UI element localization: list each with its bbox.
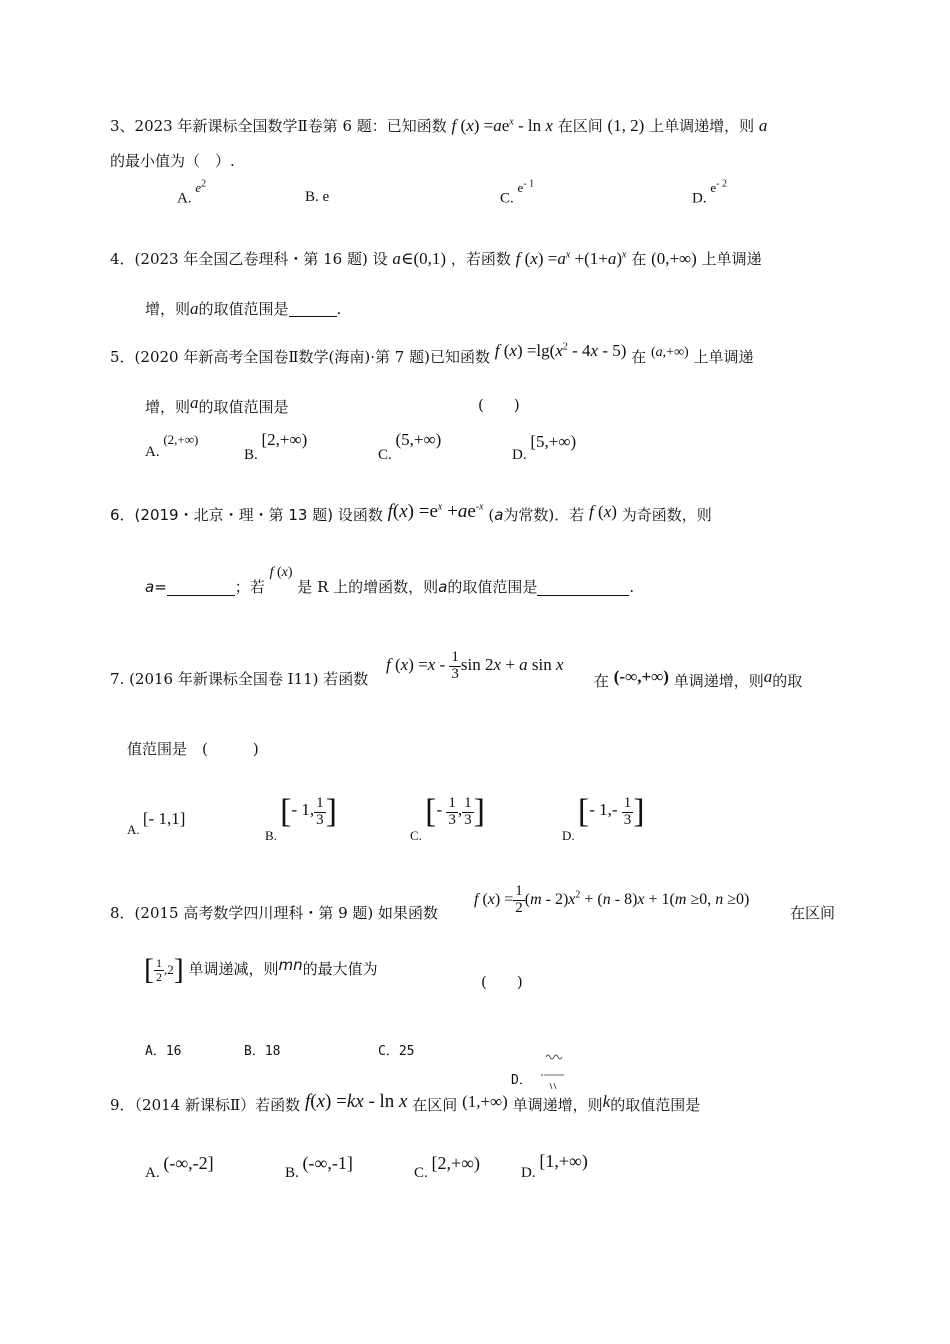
- q8-line1: 8．(2015 高考数学四川理科・第 9 题) 如果函数: [110, 904, 439, 922]
- q7-line1: 7. (2016 年新课标全国卷 I11) 若函数: [110, 670, 369, 688]
- q6-answer-blank-1[interactable]: [167, 581, 235, 596]
- q7-option-b: B. [- 1, $\frac{1}{3}$ ]: [265, 793, 337, 843]
- q7-option-a: A. [- 1,1]: [127, 809, 186, 837]
- q7-function: f (x) =x - $\frac{1}{3}$ sin 2x + a sin x: [386, 649, 564, 682]
- q6-answer-blank-2[interactable]: [537, 581, 629, 596]
- q3-option-d: D. $e^{- 2}$: [692, 179, 727, 207]
- q9-option-d: D. [1,+∞): [521, 1151, 588, 1181]
- q3-interval: (1, 2): [607, 116, 645, 135]
- q5-interval: (a,+∞): [651, 345, 689, 360]
- q5-line1: 5．(2020 年新高考全国卷Ⅱ数学(海南)·第 7 题)已知函数 f $(x) =\lg(x^2 - 4x - 5)$ 在 (a,+∞) 上单调递: [110, 341, 754, 366]
- q4-line2: 增，则a的取值范围是 .: [145, 299, 342, 318]
- q5-option-b: B. [2,+∞): [244, 430, 308, 463]
- q9-option-b: B. (-∞,-1]: [285, 1153, 353, 1181]
- q7-option-d: D. [- 1,- $\frac{1}{3}$ ]: [562, 793, 645, 843]
- q5-line2: 增，则a的取值范围是: [145, 393, 289, 416]
- q6-line2: a= ；若 f (x) 是 R 上的增函数，则a的取值范围是 .: [145, 565, 635, 596]
- q9-interval: (1,+∞): [462, 1092, 508, 1111]
- q6-line1: 6．(2019・北京・理・第 13 题) 设函数 $f(x) =e^x +ae^{-x}$ (a为常数)．若 f (x) 为奇函数，则: [110, 501, 712, 524]
- q8-function: f (x) = $\frac{1}{2}$ $(m - 2)x^2 + (n - 8)x + 1(m \ge 0$, n ≥0): [474, 883, 750, 916]
- q8-option-d: D．: [511, 1045, 566, 1087]
- q8-option-c: C．25: [378, 1044, 415, 1059]
- q9-line1: 9．（2014 新课标Ⅱ）若函数 f(x) =kx - ln x 在区间 (1,+∞) 单调递增，则k的取值范围是: [110, 1091, 701, 1114]
- q4-condition: a∈(0,1): [392, 249, 447, 268]
- q8-paren: ( ): [481, 973, 523, 991]
- q4-function: f $(x) =a^x +(1+a)^x$: [515, 249, 627, 268]
- q3-option-a: A. $e^2$: [177, 179, 207, 207]
- q3-line2: 的最小值为（ ）.: [110, 152, 235, 170]
- q3-option-b: B. e: [305, 189, 330, 205]
- q3-line1: 3、2023 年新课标全国数学Ⅱ卷第 6 题：已知函数 f $(x) =ae^x - \ln x$ 在区间 (1, 2) 上单调递增，则 a: [110, 116, 768, 135]
- q5-option-a: A. (2,+∞): [145, 432, 199, 460]
- q8-line2: [ $\frac{1}{2}$ ,2] 单调递减，则mn的最大值为: [144, 953, 378, 986]
- q8-option-d-formula-image: [540, 1051, 566, 1093]
- q5-option-c: C. (5,+∞): [378, 430, 442, 463]
- q7-option-c: C. [- $\frac{1}{3}$ , $\frac{1}{3}$ ]: [410, 793, 485, 843]
- q4-interval: (0,+∞): [651, 249, 697, 268]
- q5-paren: ( ): [478, 396, 520, 414]
- q7-line1b: 在 (-∞,+∞) 单调递增，则a的取: [594, 667, 803, 690]
- q3-function: f $(x) =ae^x - \ln x$: [451, 116, 553, 135]
- q3-option-c: C. $e^{- 1}$: [500, 179, 535, 207]
- q8-option-a: A．16: [145, 1044, 182, 1059]
- q5-function: f $(x) =\lg(x^2 - 4x - 5)$: [494, 341, 627, 360]
- q9-option-a: A. (-∞,-2]: [145, 1153, 214, 1181]
- q9-option-c: C. [2,+∞): [414, 1153, 480, 1181]
- q4-answer-blank[interactable]: [289, 302, 337, 317]
- q4-line1: 4．(2023 年全国乙卷理科・第 16 题) 设 a∈(0,1) ，若函数 f $(x) =a^x +(1+a)^x$ 在 (0,+∞) 上单调递: [110, 249, 762, 268]
- q6-function: $f(x) =e^x +ae^{-x}$: [387, 501, 484, 522]
- q7-line2: 值范围是 ( ): [127, 740, 259, 758]
- q8-option-b: B．18: [244, 1044, 281, 1059]
- q9-function: f(x) =kx - ln x: [304, 1091, 408, 1112]
- q8-line1b: 在区间: [790, 904, 836, 922]
- q5-option-d: D. [5,+∞): [512, 432, 577, 463]
